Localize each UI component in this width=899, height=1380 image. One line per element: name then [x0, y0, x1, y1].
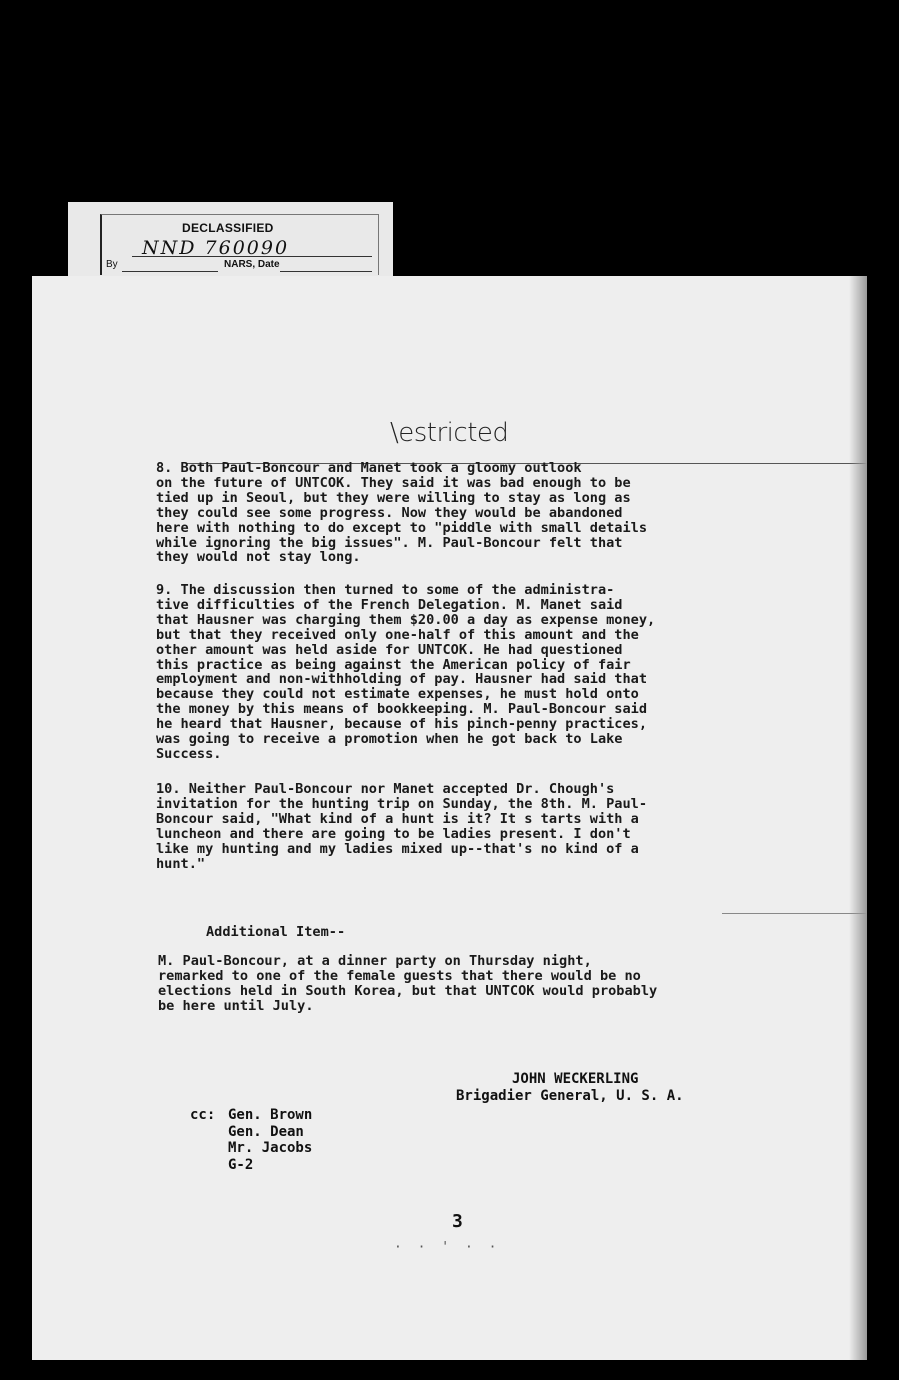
- cc-item: Gen. Dean: [228, 1123, 304, 1140]
- cc-item: Mr. Jacobs: [228, 1140, 313, 1156]
- cc-item: G-2: [228, 1156, 254, 1173]
- signature-name: JOHN WECKERLING: [512, 1071, 639, 1087]
- stamp-by-label: By: [106, 259, 118, 270]
- declassified-stamp: [68, 202, 393, 276]
- document-page: [32, 276, 867, 1360]
- additional-item-paragraph: M. Paul-Boncour, at a dinner party on Thursday night, remarked to one of the female guests that there would be no elections held in South Korea, but that UNTCOK would probably be here until July.: [158, 953, 658, 1014]
- stamp-by-line: [122, 271, 218, 272]
- stamp-border: [100, 214, 379, 275]
- stamp-title: DECLASSIFIED: [182, 221, 274, 235]
- classification-marking: \estricted: [390, 418, 509, 448]
- cc-label: cc:: [190, 1107, 216, 1123]
- cc-list: [228, 1107, 312, 1173]
- paragraph-8: 8. Both Paul-Boncour and Manet took a gloomy outlook on the future of UNTCOK. They said it was bad enough to be tied up in Seoul, but they were willing to stay as long as they could see some progress. Now they would be abandoned here with nothing to do except to "piddle with small details while ignoring the big issues". M. Paul-Boncour felt that they would not stay long.: [156, 460, 648, 566]
- scan-smudge: · · ' · ·: [394, 1240, 501, 1255]
- stamp-divider: [132, 256, 372, 257]
- paragraph-10: 10. Neither Paul-Boncour nor Manet accepted Dr. Chough's invitation for the hunting trip on Sunday, the 8th. M. Paul- Boncour said, "What kind of a hunt is it? It s tarts with a luncheon and there are going to be ladies present. I don't like my hunting and my ladies mixed up--that's no kind of a hunt.": [156, 781, 648, 872]
- signature-title: Brigadier General, U. S. A.: [456, 1088, 684, 1104]
- page-number: 3: [452, 1211, 463, 1232]
- stamp-authority: NND 760090: [142, 237, 290, 259]
- cc-item: Gen. Brown: [228, 1107, 313, 1123]
- paragraph-9: 9. The discussion then turned to some of the administra- tive difficulties of the French Delegation. M. Manet said that Hausner was charging them $20.00 a day as expense money, but that they received only one-half of this amount and the other amount was held aside for UNTCOK. He had questioned this practice as being against the American policy of fair employment and non-withholding of pay. Hausner had said that because they could not estimate expenses, he must hold onto the money by this means of bookkeeping. M. Paul-Boncour said he heard that Hausner, because of his pinch-penny practices, was going to receive a promotion when he got back to Lake Success.: [156, 582, 656, 762]
- stamp-nars-date-label: NARS, Date: [224, 259, 280, 270]
- additional-item-heading: Additional Item--: [206, 924, 346, 940]
- stamp-date-line: [280, 271, 372, 272]
- margin-rule: [722, 913, 867, 914]
